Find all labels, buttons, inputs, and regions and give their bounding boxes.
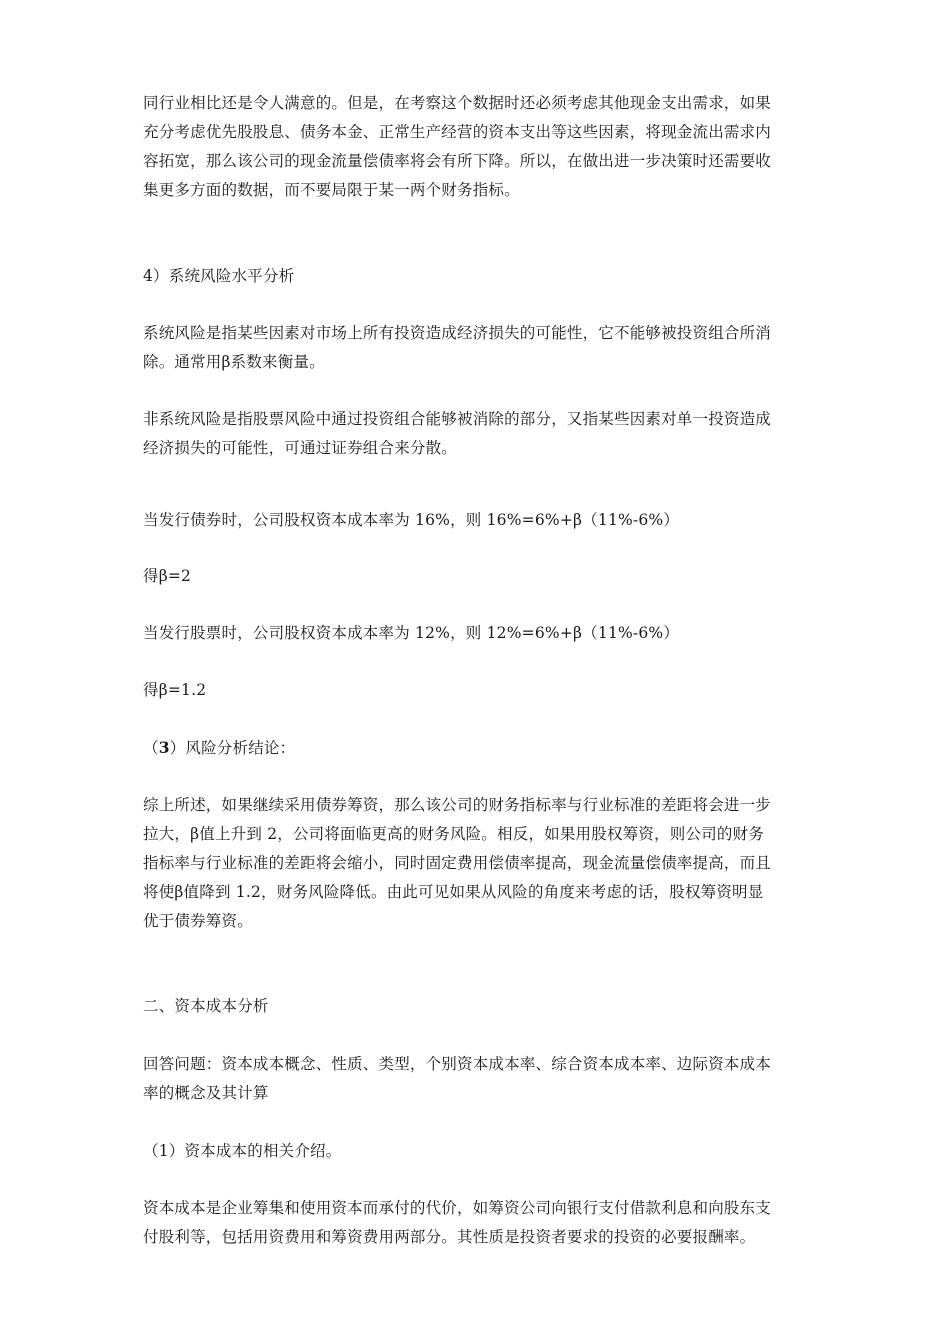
- paragraph-questions: [143, 1050, 815, 1108]
- text-line: [143, 733, 815, 763]
- paragraph-unsystematic-risk: [143, 405, 815, 463]
- text-line: 率的概念及其计算: [143, 1084, 269, 1102]
- text-line: 得β=1.2: [143, 681, 207, 699]
- text-line: 将使β值降到 1.2，财务风险降低。由此可见如果从风险的角度来考虑的话，股权筹资明显: [143, 883, 764, 901]
- text-line: 系统风险是指某些因素对市场上所有投资造成经济损失的可能性，它不能够被投资组合所消: [143, 324, 772, 342]
- heading-number: 3: [158, 738, 170, 757]
- text-line: 资本成本是企业筹集和使用资本而承付的代价，如筹资公司向银行支付借款利息和向股东支: [143, 1199, 772, 1217]
- formula-stock-issue: [143, 619, 815, 648]
- paragraph-cash-flow-note: [143, 89, 815, 205]
- text-line: 付股利等，包括用资费用和筹资费用两部分。其性质是投资者要求的投资的必要报酬率。: [143, 1228, 756, 1246]
- heading-prefix: （: [143, 739, 159, 757]
- text-line: （1）资本成本的相关介绍。: [143, 1142, 342, 1160]
- text-line: 指标率与行业标准的差距将会缩小，同时固定费用偿债率提高，现金流量偿债率提高，而且: [143, 854, 772, 872]
- text-line: 拉大，β值上升到 2，公司将面临更高的财务风险。相反，如果用股权筹资，则公司的财务: [143, 825, 764, 843]
- section-heading-risk-conclusion: [143, 733, 815, 763]
- result-beta-bond: [143, 562, 815, 591]
- text-line: 同行业相比还是令人满意的。但是，在考察这个数据时还必须考虑其他现金支出需求，如果: [143, 94, 772, 112]
- text-line: 优于债券筹资。: [143, 912, 253, 930]
- result-beta-stock: [143, 676, 815, 705]
- paragraph-systematic-risk: [143, 319, 815, 377]
- text-line: 当发行股票时，公司股权资本成本率为 12%，则 12%=6%+β（11%-6%）: [143, 624, 680, 642]
- text-line: 综上所述，如果继续采用债券筹资，那么该公司的财务指标率与行业标准的差距将会进一步: [143, 796, 772, 814]
- text-line: 4）系统风险水平分析: [143, 267, 295, 285]
- section-heading-systematic-risk: [143, 262, 815, 291]
- text-line: 充分考虑优先股股息、债务本金、正常生产经营的资本支出等这些因素，将现金流出需求内: [143, 123, 772, 141]
- text-line: 除。通常用β系数来衡量。: [143, 353, 325, 371]
- formula-bond-issue: [143, 506, 815, 535]
- paragraph-risk-conclusion: [143, 791, 815, 936]
- text-line: 经济损失的可能性，可通过证券组合来分散。: [143, 439, 458, 457]
- text-line: 当发行债券时，公司股权资本成本率为 16%，则 16%=6%+β（11%-6%）: [143, 511, 680, 529]
- heading-rest: ）风险分析结论：: [169, 739, 296, 757]
- paragraph-capital-cost-definition: [143, 1194, 815, 1252]
- section-heading-capital-cost: [143, 992, 815, 1021]
- text-line: 非系统风险是指股票风险中通过投资组合能够被消除的部分，又指某些因素对单一投资造成: [143, 410, 772, 428]
- text-line: 回答问题：资本成本概念、性质、类型，个别资本成本率、综合资本成本率、边际资本成本: [143, 1055, 772, 1073]
- text-line: 容拓宽，那么该公司的现金流量偿债率将会有所下降。所以，在做出进一步决策时还需要收: [143, 152, 772, 170]
- text-line: 集更多方面的数据，而不要局限于某一两个财务指标。: [143, 181, 520, 199]
- text-line: 得β=2: [143, 567, 192, 585]
- section-heading-capital-cost-intro: [143, 1137, 815, 1166]
- text-line: 二、资本成本分析: [143, 997, 269, 1015]
